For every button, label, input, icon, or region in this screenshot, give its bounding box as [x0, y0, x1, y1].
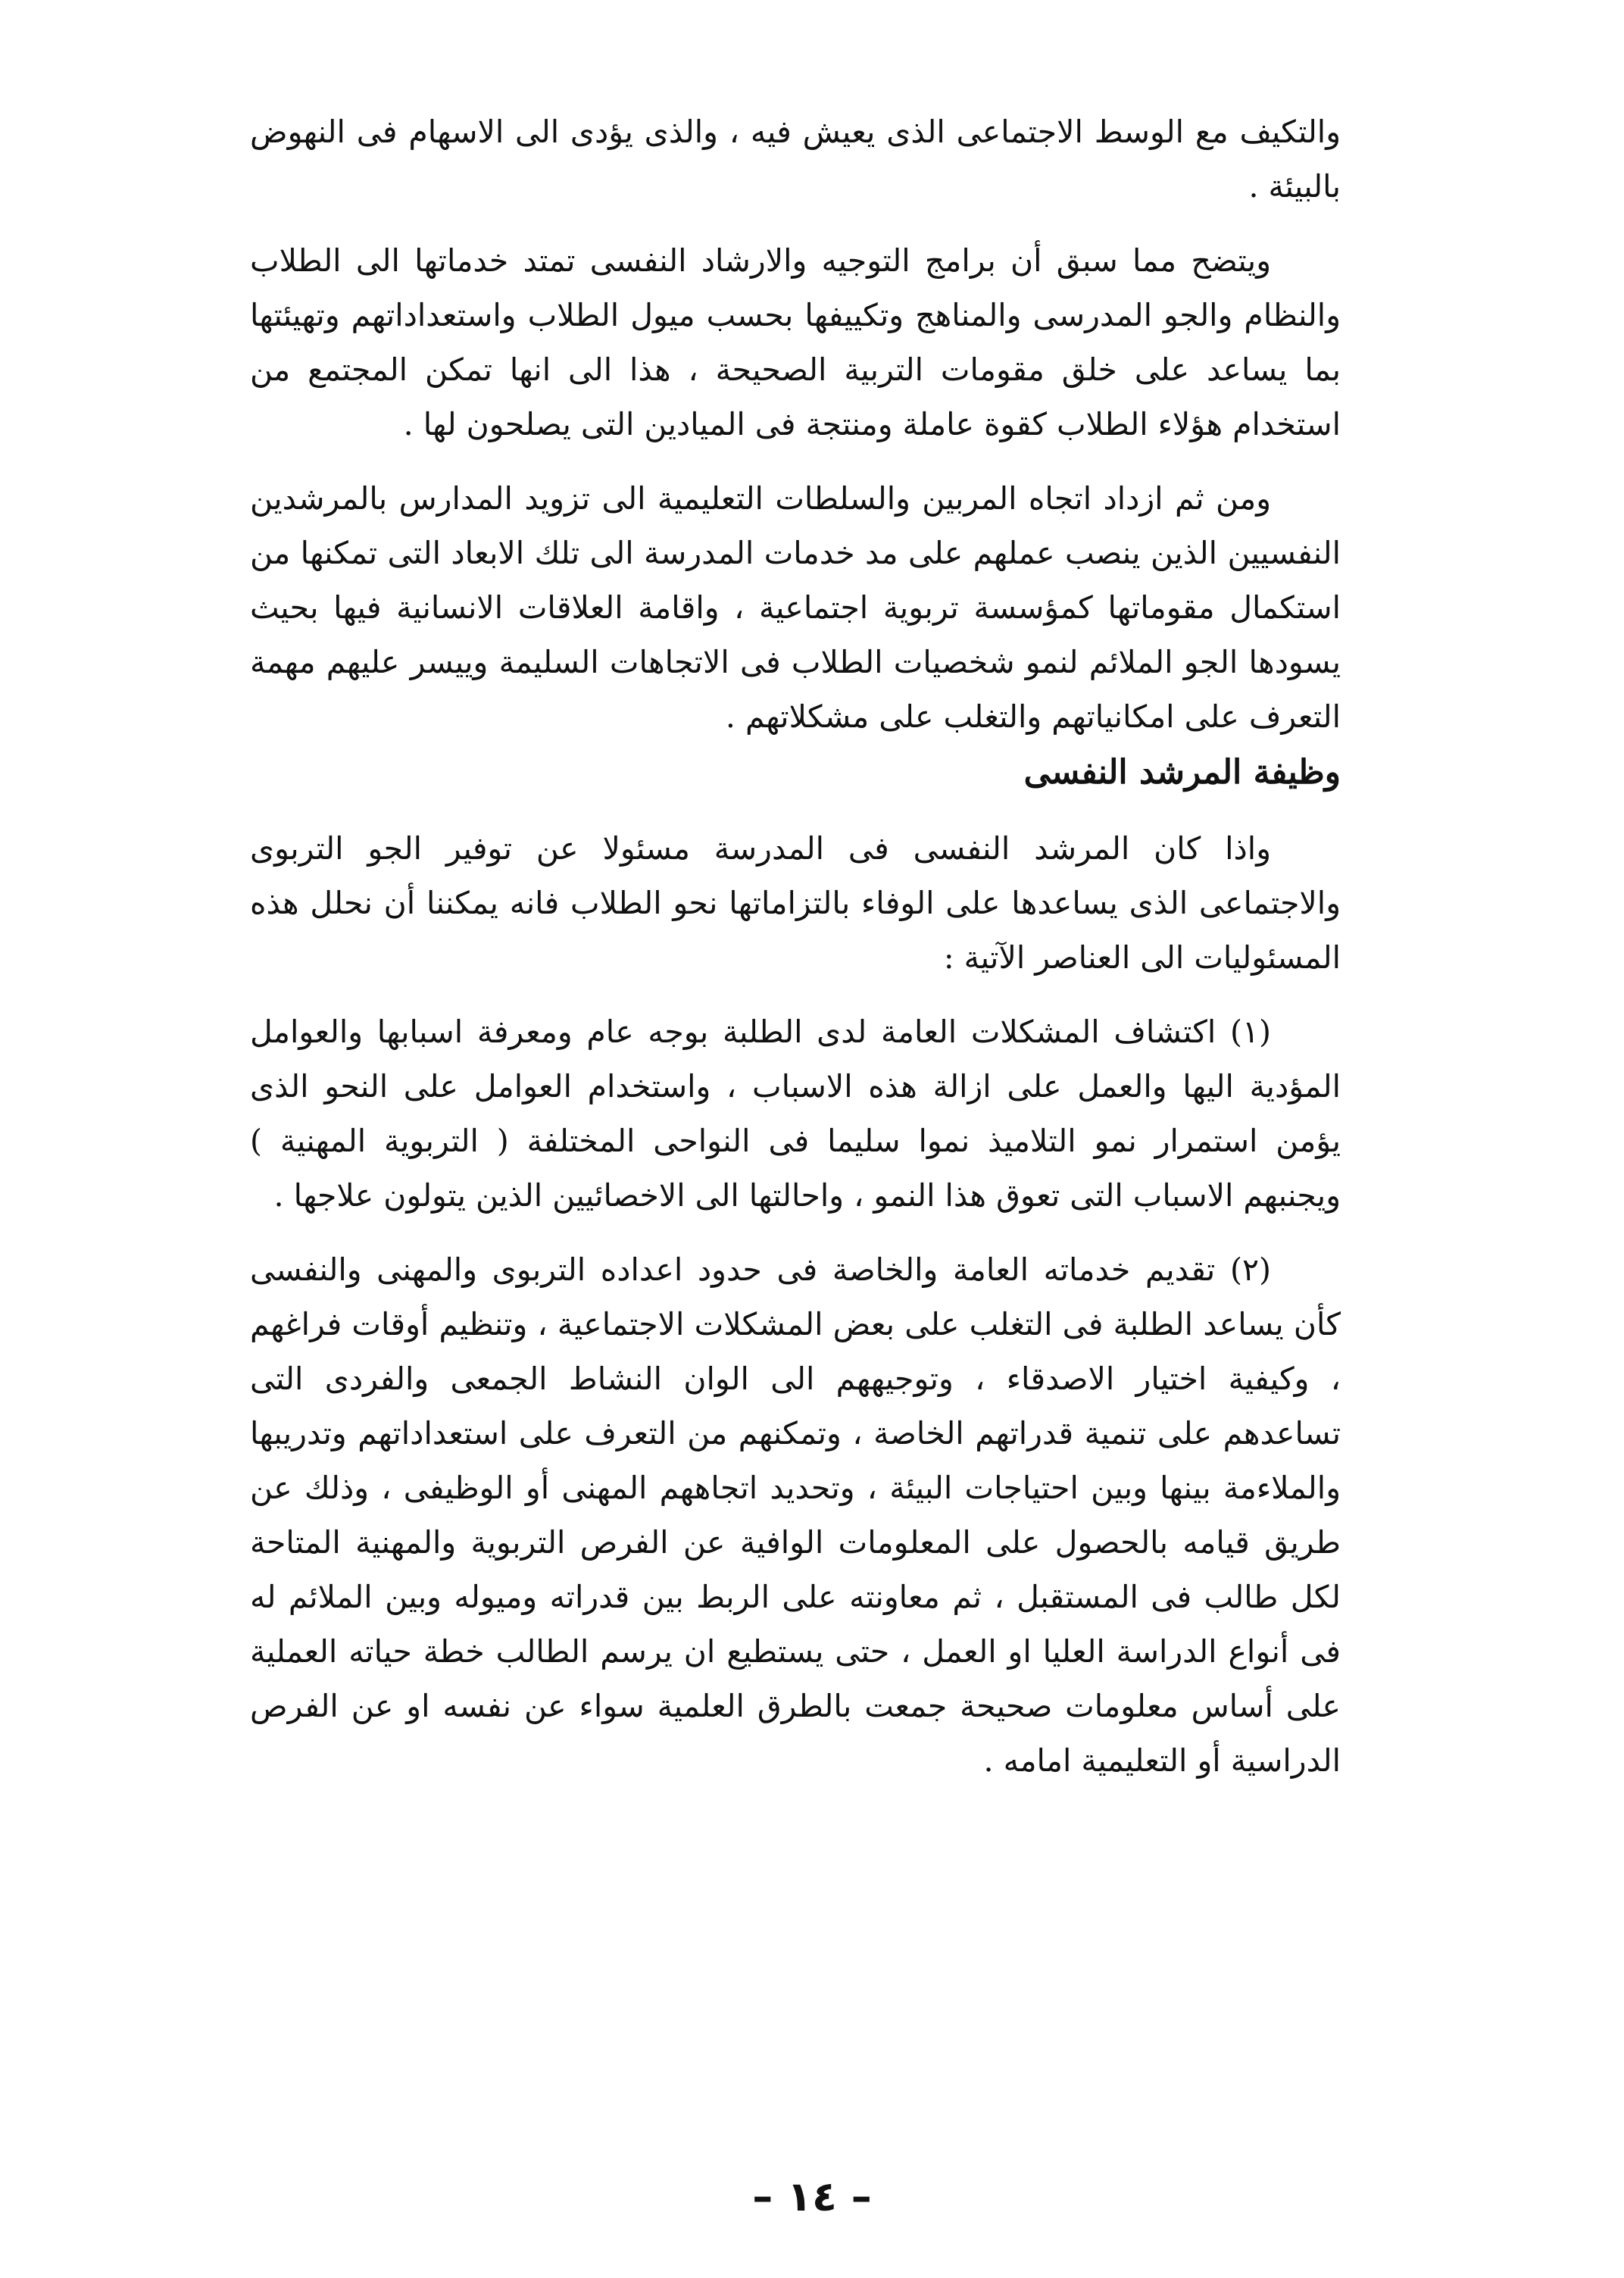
paragraph-counselor-responsibilities: واذا كان المرشد النفسى فى المدرسة مسئولا عن توفير الجو التربوى والاجتماعى الذى يساعدها على الوفاء بالتزاماتها نحو الطلاب فانه يمكننا أن نحلل هذه المسئوليات الى العناصر الآتية : [250, 830, 1341, 976]
paragraph-continuation: والتكيف مع الوسط الاجتماعى الذى يعيش فيه ، والذى يؤدى الى الاسهام فى النهوض بالبيئة . [250, 114, 1341, 205]
paragraph-school-counselors: ومن ثم ازداد اتجاه المربين والسلطات التعليمية الى تزويد المدارس بالمرشدين النفسيين الذين ينصب عملهم على مد خدمات المدرسة الى تلك الابعاد التى تمكنها من استكمال مقوماتها كمؤسسة تربوية اجتماعية ، واقامة العلاقات الانسانية فيها بحيث يسودها الجو الملائم لنمو شخصيات الطلاب فى الاتجاهات السليمة وييسر عليهم مهمة التعرف على امكانياتهم والتغلب على مشكلاتهم . [250, 480, 1341, 735]
document-page [250, 105, 1341, 2226]
section-heading: وظيفة المرشد النفسى [1023, 753, 1341, 792]
paragraph-guidance-programs: ويتضح مما سبق أن برامج التوجيه والارشاد النفسى تمتد خدماتها الى الطلاب والنظام والجو المدرسى والمناهج وتكييفها بحسب ميول الطلاب واستعداداتهم وتهيئتها بما يساعد على خلق مقومات التربية الصحيحة ، هذا الى انها تمكن المجتمع من استخدام هؤلاء الطلاب كقوة عاملة ومنتجة فى الميادين التى يصلحون لها . [250, 242, 1341, 442]
list-item-2: (٢) تقديم خدماته العامة والخاصة فى حدود اعداده التربوى والمهنى والنفسى كأن يساعد الطلبة فى التغلب على بعض المشكلات الاجتماعية ، وتنظيم أوقات فراغهم ، وكيفية اختيار الاصدقاء ، وتوجيههم الى الوان النشاط الجمعى والفردى التى تساعدهم على تنمية قدراتهم الخاصة ، وتمكنهم من التعرف على استعداداتهم وتدريبها والملاءمة بينها وبين احتياجات البيئة ، وتحديد اتجاههم المهنى أو الوظيفى ، وذلك عن طريق قيامه بالحصول على المعلومات الوافية عن الفرص التربوية والمهنية المتاحة لكل طالب فى المستقبل ، ثم معاونته على الربط بين قدراته وميوله وبين الملائم له فى أنواع الدراسة العليا او العمل ، حتى يستطيع ان يرسم الطالب خطة حياته العملية على أساس معلومات صحيحة جمعت بالطرق العلمية سواء عن نفسه او عن الفرص الدراسية أو التعليمية امامه . [250, 1251, 1341, 1779]
list-item-1: (١) اكتشاف المشكلات العامة لدى الطلبة بوجه عام ومعرفة اسبابها والعوامل المؤدية اليها والعمل على ازالة هذه الاسباب ، واستخدام العوامل على النحو الذى يؤمن استمرار نمو التلاميذ نموا سليما فى النواحى المختلفة ( التربوية المهنية ) ويجنبهم الاسباب التى تعوق هذا النمو ، واحالتها الى الاخصائيين الذين يتولون علاجها . [250, 1014, 1341, 1214]
page-number: – ١٤ – [752, 2173, 872, 2220]
